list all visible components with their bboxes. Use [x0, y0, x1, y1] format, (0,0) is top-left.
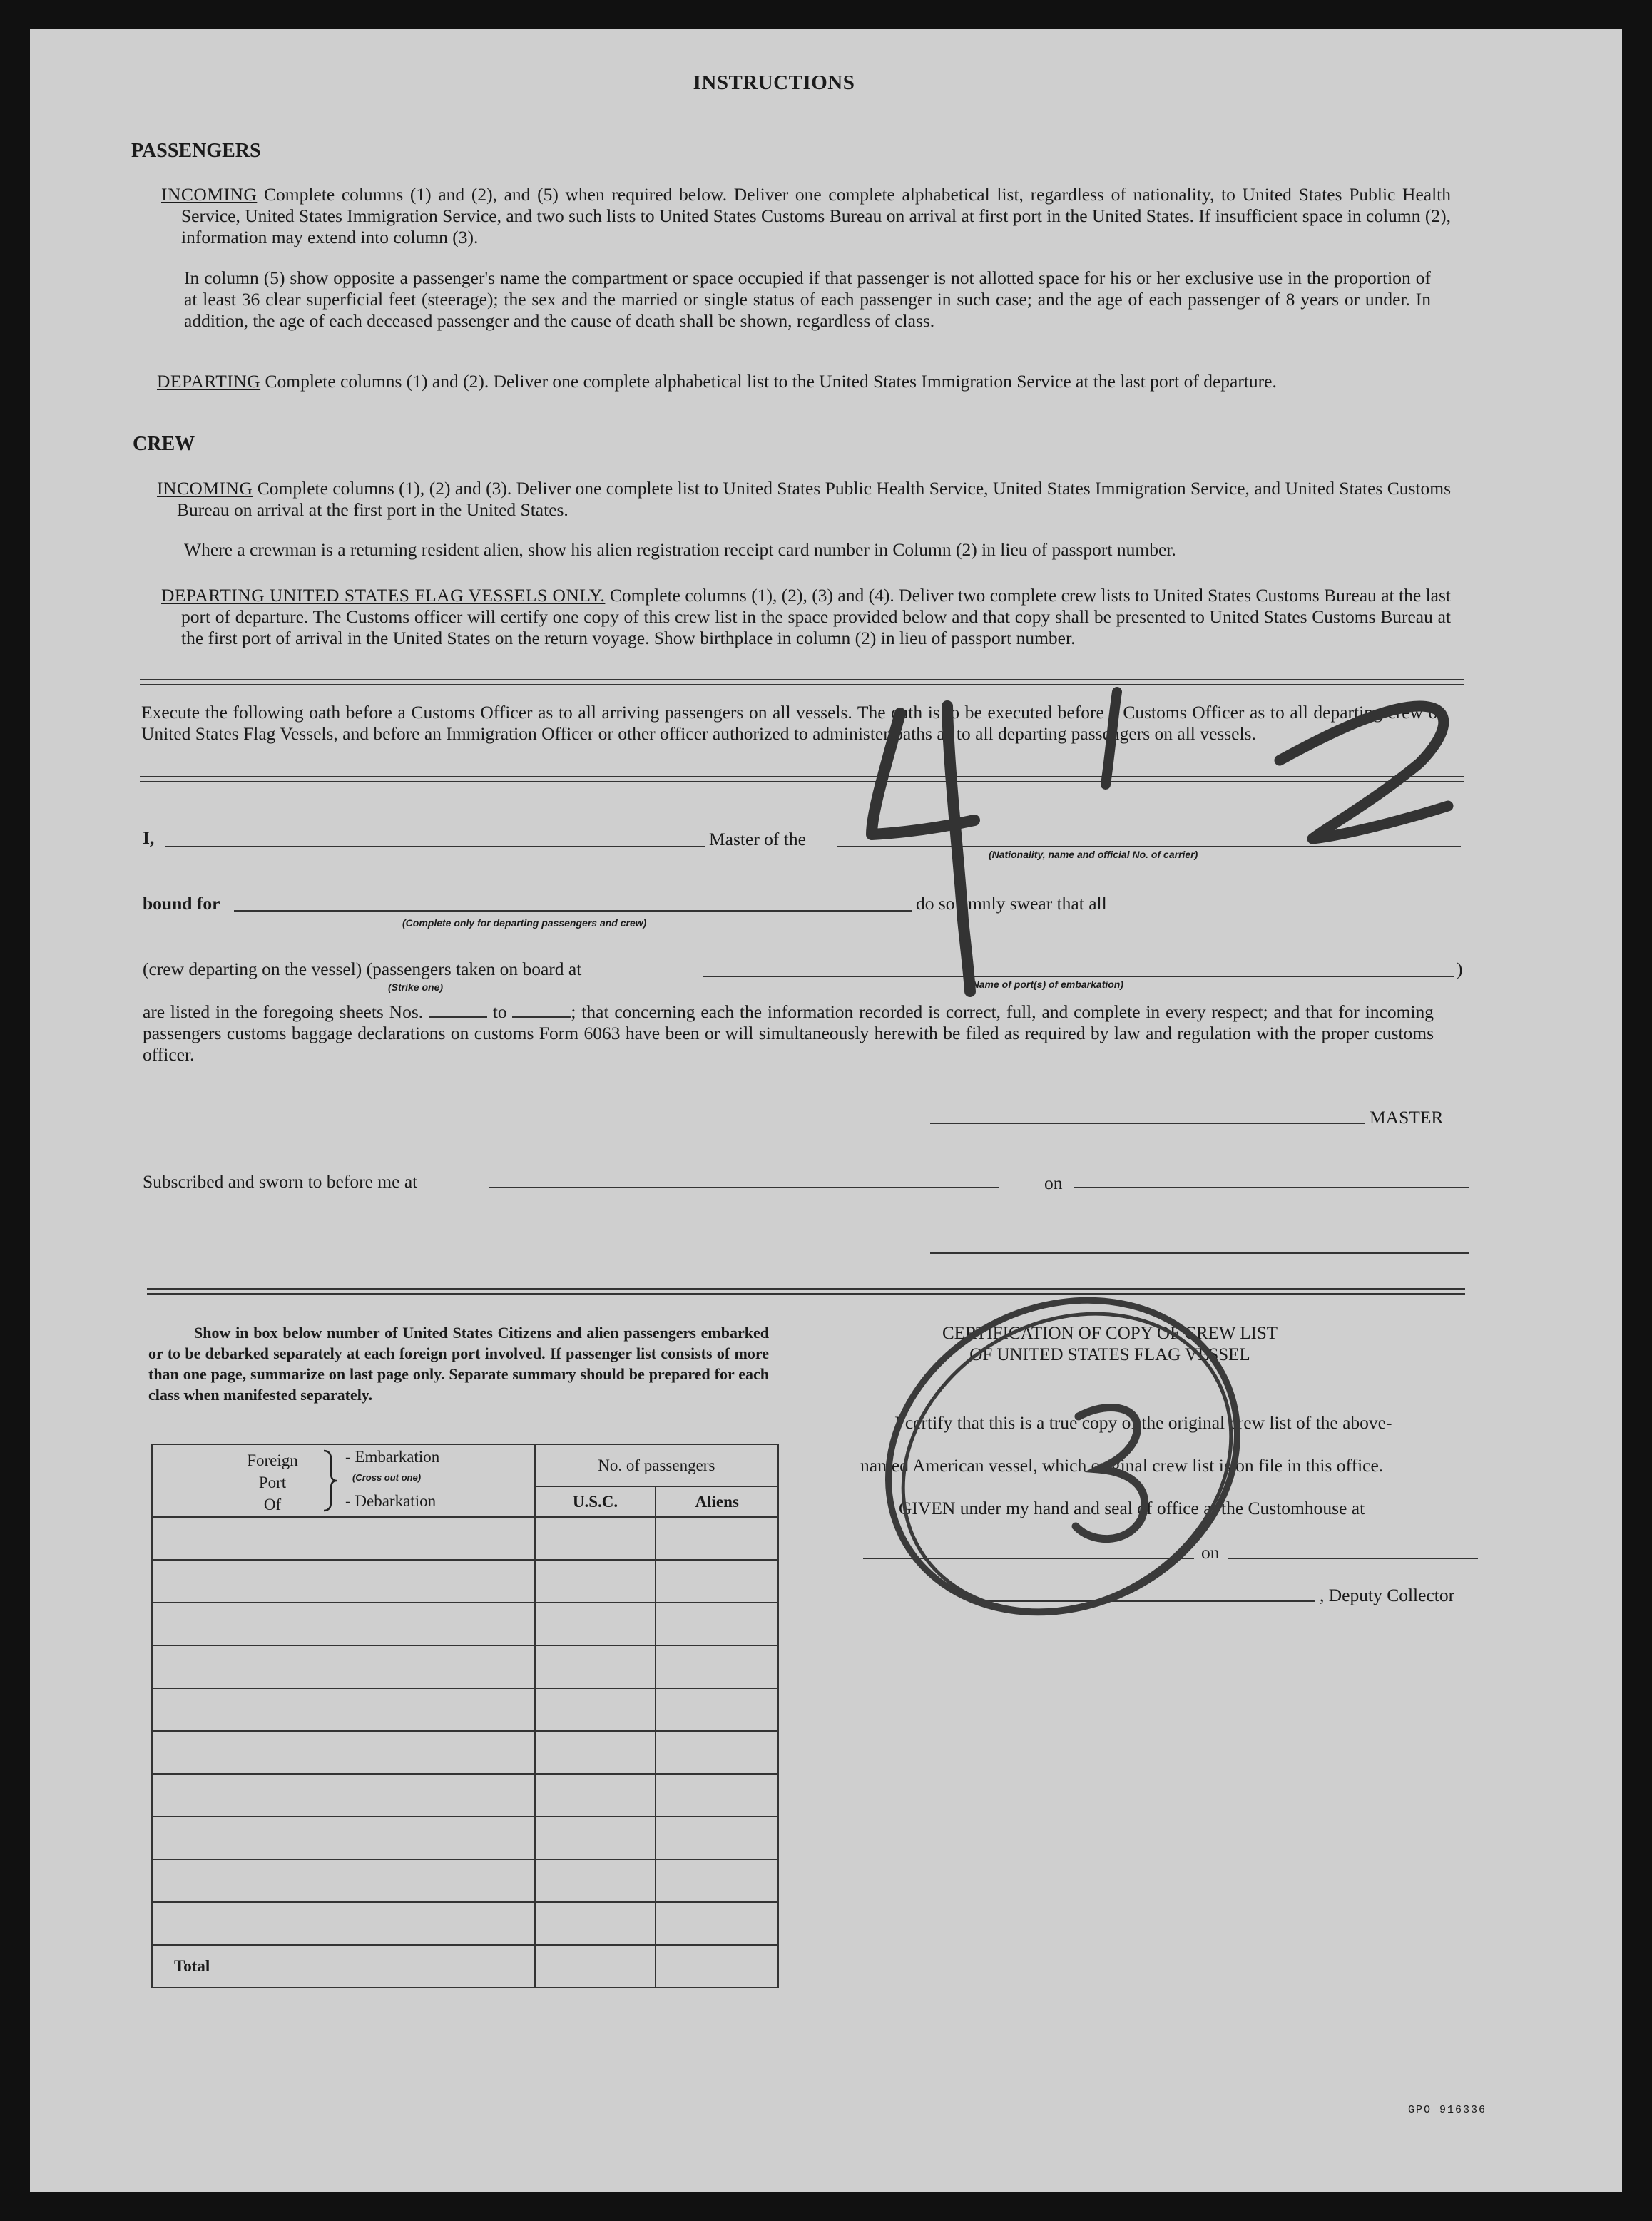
certification-heading-1: CERTIFICATION OF COPY OF CREW LIST [942, 1324, 1278, 1343]
summary-table [151, 1444, 779, 1988]
sworn-place-line[interactable] [489, 1187, 999, 1188]
table-row [152, 1645, 778, 1688]
master-of-label: Master of the [709, 829, 806, 849]
table-row [152, 1603, 778, 1645]
swear-label: do solemnly swear that all [916, 893, 1107, 914]
summary-aliens-cell[interactable] [656, 1688, 778, 1731]
table-row [152, 1560, 778, 1603]
passengers-heading: PASSENGERS [131, 140, 261, 162]
gpo-code: GPO 916336 [1408, 2104, 1487, 2116]
deputy-signature-line[interactable] [970, 1600, 1315, 1602]
passengers-departing-paragraph [157, 371, 1451, 392]
officer-signature-line[interactable] [930, 1252, 1469, 1254]
port-label: Port [258, 1474, 287, 1491]
summary-port-cell[interactable] [152, 1902, 535, 1945]
summary-aliens-cell[interactable] [656, 1731, 778, 1774]
summary-port-cell[interactable] [152, 1817, 535, 1859]
passengers-column5-paragraph: In column (5) show opposite a passenger's name the compartment or space occupied if that passenger is not allotted space for his or her exclusive use in the proportion of at least 36 clear superficial feet (steerage); the sex and the married or single status of each passenger in such case; and the age of each passenger of 8 years or under. In addition, the age of each deceased passenger and the cause of death shall be shown, regardless of class. [184, 267, 1431, 331]
crew-departing-text: Complete columns (1), (2), (3) and (4). Deliver two complete crew lists to United States Customs Bureau at the last port of departure. The Customs officer will certify one copy of this crew list in the space provided below and that copy shall be presented to United States Customs Bureau at the first port of arrival in the United States on the return voyage. Show birthplace in column (2) in lieu of passport number. [181, 585, 1451, 648]
port-caption: (Name of port(s) of embarkation) [969, 979, 1124, 990]
crew-heading: CREW [133, 433, 195, 455]
master-label: MASTER [1370, 1107, 1444, 1128]
crew-incoming-paragraph [157, 478, 1451, 521]
given-text: GIVEN under my hand and seal of office at the Customhouse at [899, 1498, 1365, 1518]
summary-usc-cell[interactable] [535, 1645, 656, 1688]
table-row [152, 1902, 778, 1945]
listed-paragraph [143, 1001, 1434, 1066]
nationality-caption: (Nationality, name and official No. of carrier) [989, 849, 1198, 860]
strike-caption: (Strike one) [388, 981, 444, 993]
table-row [152, 1688, 778, 1731]
usc-header: U.S.C. [535, 1486, 656, 1517]
table-row [152, 1517, 778, 1560]
brace-icon [321, 1448, 340, 1513]
sheet-from-line[interactable] [429, 1016, 487, 1018]
carrier-line[interactable] [837, 846, 1461, 847]
summary-aliens-cell[interactable] [656, 1517, 778, 1560]
divider-rule [147, 1288, 1465, 1295]
total-label: Total [152, 1945, 535, 1988]
summary-table-body [152, 1517, 778, 1945]
named-text: named American vessel, which original crew list is on file in this office. [860, 1455, 1384, 1476]
summary-port-cell[interactable] [152, 1517, 535, 1560]
cert-on-label: on [1201, 1542, 1220, 1563]
page-title: INSTRUCTIONS [693, 71, 855, 94]
crew-incoming-head: INCOMING [157, 478, 253, 499]
passengers-departing-text: Complete columns (1) and (2). Deliver one complete alphabetical list to the United States Immigration Service at the last port of departure. [265, 371, 1277, 392]
summary-usc-cell[interactable] [535, 1560, 656, 1603]
divider-rule [140, 679, 1464, 685]
crew-departing-head: DEPARTING UNITED STATES FLAG VESSELS ONLY. [161, 585, 606, 606]
sworn-date-line[interactable] [1074, 1187, 1469, 1188]
crew-resident-paragraph: Where a crewman is a returning resident alien, show his alien registration receipt card number in Column (2) in lieu of passport number. [184, 539, 1176, 560]
passengers-incoming-paragraph [161, 184, 1451, 248]
summary-usc-cell[interactable] [535, 1902, 656, 1945]
listed-to: to [492, 1001, 507, 1022]
embarkation-port-line[interactable] [703, 976, 1454, 977]
table-row [152, 1859, 778, 1902]
crew-passengers-label: (crew departing on the vessel) (passengers taken on board at [143, 959, 582, 979]
table-row [152, 1731, 778, 1774]
summary-aliens-cell[interactable] [656, 1645, 778, 1688]
summary-usc-cell[interactable] [535, 1603, 656, 1645]
cross-out-caption: (Cross out one) [352, 1472, 422, 1483]
passengers-incoming-text: Complete columns (1) and (2), and (5) when required below. Deliver one complete alphabetical list, regardless of nationality, to United States Public Health Service, United States Immigration Service, and two such lists to United States Customs Bureau on arrival at first port in the United States. If insufficient space in column (2), information may extend into column (3). [181, 184, 1452, 247]
customhouse-line[interactable] [863, 1558, 1194, 1559]
summary-aliens-cell[interactable] [656, 1902, 778, 1945]
table-row [152, 1774, 778, 1817]
close-paren: ) [1457, 959, 1463, 979]
debarkation-label: - Debarkation [345, 1492, 437, 1510]
summary-port-cell[interactable] [152, 1731, 535, 1774]
crew-incoming-text: Complete columns (1), (2) and (3). Deliver one complete list to United States Public Health Service, United States Immigration Service, and United States Customs Bureau on arrival at the first port in the United States. [177, 478, 1452, 520]
deputy-collector-label: , Deputy Collector [1320, 1585, 1455, 1605]
master-signature-line[interactable] [930, 1123, 1365, 1124]
oath-intro: Execute the following oath before a Customs Officer as to all arriving passengers on all vessels. The oath is to be executed before a Customs Officer as to all departing crew on United States Flag Vessels, and before an Immigration Officer or other officer authorized to administer oaths as to all departing passengers on all vessels. [141, 702, 1447, 744]
summary-usc-cell[interactable] [535, 1731, 656, 1774]
summary-instructions: Show in box below number of United States Citizens and alien passengers embarked or to be debarked separately at each foreign port involved. If passenger list consists of more than one page, summarize on last page only. Separate summary should be prepared for each class when manifested separately. [148, 1324, 769, 1404]
table-row [152, 1817, 778, 1859]
no-passengers-header: No. of passengers [535, 1444, 778, 1486]
master-name-line[interactable] [165, 846, 705, 847]
summary-port-cell[interactable] [152, 1560, 535, 1603]
cert-date-line[interactable] [1228, 1558, 1478, 1559]
summary-port-cell[interactable] [152, 1645, 535, 1688]
sheet-to-line[interactable] [512, 1016, 571, 1018]
embarkation-label: - Embarkation [345, 1448, 440, 1466]
bound-for-line[interactable] [234, 910, 912, 912]
summary-usc-cell[interactable] [535, 1774, 656, 1817]
certification-heading-2: OF UNITED STATES FLAG VESSEL [969, 1345, 1250, 1364]
oath-i-label: I, [143, 827, 155, 848]
summary-port-cell[interactable] [152, 1859, 535, 1902]
summary-aliens-cell[interactable] [656, 1859, 778, 1902]
passengers-departing-head: DEPARTING [157, 371, 261, 392]
certify-text: I certify that this is a true copy of the original crew list of the above- [894, 1412, 1392, 1433]
summary-aliens-cell[interactable] [656, 1817, 778, 1859]
foreign-label: Foreign [247, 1451, 298, 1469]
summary-usc-cell[interactable] [535, 1688, 656, 1731]
listed-text-a: are listed in the foregoing sheets Nos. [143, 1001, 424, 1022]
summary-usc-cell[interactable] [535, 1817, 656, 1859]
total-usc-cell[interactable] [535, 1945, 656, 1988]
summary-port-cell[interactable] [152, 1603, 535, 1645]
total-aliens-cell[interactable] [656, 1945, 778, 1988]
summary-aliens-cell[interactable] [656, 1603, 778, 1645]
subscribed-label: Subscribed and sworn to before me at [143, 1171, 418, 1192]
summary-port-cell[interactable] [152, 1774, 535, 1817]
summary-aliens-cell[interactable] [656, 1560, 778, 1603]
bound-for-label: bound for [143, 893, 220, 914]
of-label: Of [263, 1496, 282, 1513]
summary-port-cell[interactable] [152, 1688, 535, 1731]
divider-rule [140, 776, 1464, 782]
complete-caption: (Complete only for departing passengers and crew) [402, 917, 647, 929]
crew-departing-paragraph [161, 585, 1451, 649]
summary-aliens-cell[interactable] [656, 1774, 778, 1817]
on-label: on [1044, 1173, 1063, 1193]
passengers-incoming-head: INCOMING [161, 184, 258, 205]
summary-table-port-header [152, 1444, 535, 1517]
listed-text-b: ; that concerning each the information recorded is correct, full, and complete in every respect; and that for incoming passengers customs baggage declarations on customs Form 6063 have been or will simultaneously herewith be filed as required by law and regulation with the proper customs officer. [143, 1001, 1434, 1065]
aliens-header: Aliens [656, 1486, 778, 1517]
summary-usc-cell[interactable] [535, 1859, 656, 1902]
summary-usc-cell[interactable] [535, 1517, 656, 1560]
